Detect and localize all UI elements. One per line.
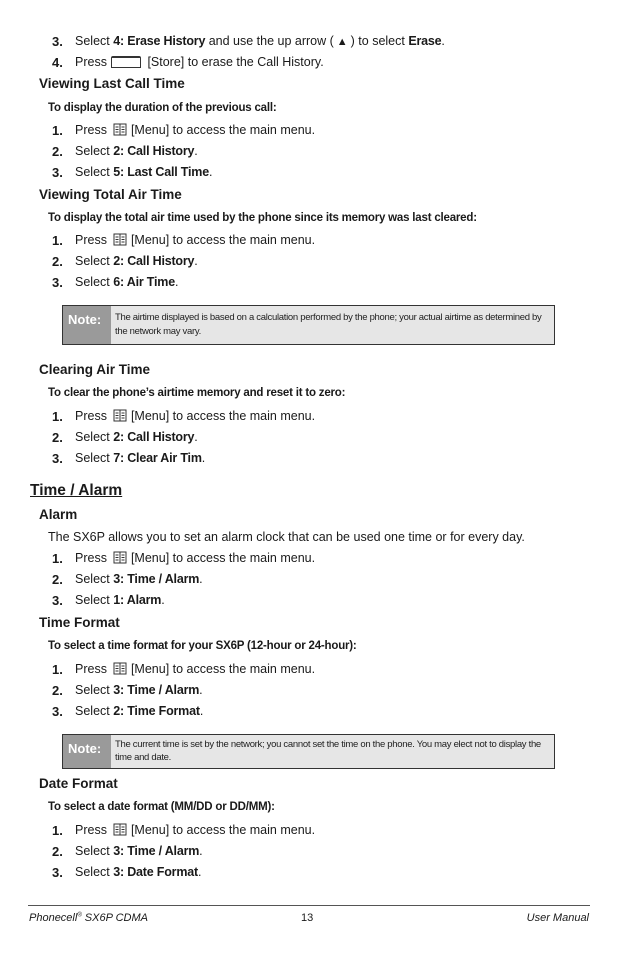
step-select: Select 7: Clear Air Tim. (75, 451, 206, 465)
alarm-description: The SX6P allows you to set an alarm clock that can be used one time or for every day. (48, 530, 525, 544)
step-select: Select 1: Alarm. (75, 593, 165, 607)
section-heading: Clearing Air Time (39, 362, 151, 377)
step-number: 4. (52, 55, 63, 70)
section-intro: To display the duration of the previous call: (48, 102, 277, 114)
step-menu: Press [Menu] to access the main menu. (75, 123, 316, 137)
note-text: The current time is set by the network; you cannot set the time on the phone. You may elect not to display the time and date. (115, 739, 541, 763)
step-number: 1. (52, 409, 63, 424)
step-erase-history: Select 4: Erase History and use the up arrow ( ▲ ) to select Erase. (75, 34, 445, 48)
menu-key-icon (113, 409, 127, 422)
step-menu: Press [Menu] to access the main menu. (75, 823, 316, 837)
section-intro: To select a time format for your SX6P (12-hour or 24-hour): (48, 640, 357, 652)
step-menu: Press [Menu] to access the main menu. (75, 662, 316, 676)
footer-manual: User Manual (526, 912, 589, 924)
section-intro: To select a date format (MM/DD or DD/MM): (48, 801, 275, 813)
step-store: Press [Store] to erase the Call History. (75, 55, 324, 69)
step-number: 3. (52, 704, 63, 719)
section-intro: To display the total air time used by the phone since its memory was last cleared: (48, 212, 477, 224)
page-number: 13 (301, 912, 314, 924)
step-number: 3. (52, 275, 63, 290)
step-number: 2. (52, 683, 63, 698)
store-softkey-icon (111, 56, 141, 68)
section-heading: Date Format (39, 776, 118, 791)
step-select: Select 5: Last Call Time. (75, 165, 213, 179)
step-number: 3. (52, 593, 63, 608)
menu-key-icon (113, 123, 127, 136)
footer-divider (28, 905, 590, 906)
note-label: Note: (63, 735, 111, 768)
step-number: 2. (52, 254, 63, 269)
step-select: Select 2: Time Format. (75, 704, 204, 718)
step-menu: Press [Menu] to access the main menu. (75, 551, 316, 565)
chapter-heading: Time / Alarm (30, 482, 123, 499)
step-select: Select 3: Time / Alarm. (75, 844, 203, 858)
footer-product: Phonecell® SX6P CDMA (29, 912, 148, 924)
step-number: 3. (52, 34, 63, 49)
step-select: Select 3: Time / Alarm. (75, 683, 203, 697)
step-select: Select 2: Call History. (75, 430, 198, 444)
note-text: The airtime displayed is based on a calculation performed by the phone; your actual airtime as determined by the network may vary. (115, 312, 542, 337)
section-heading: Viewing Last Call Time (39, 76, 185, 91)
step-menu: Press [Menu] to access the main menu. (75, 409, 316, 423)
step-select: Select 2: Call History. (75, 254, 198, 268)
step-number: 3. (52, 451, 63, 466)
step-number: 2. (52, 430, 63, 445)
step-number: 2. (52, 144, 63, 159)
step-menu: Press [Menu] to access the main menu. (75, 233, 316, 247)
note-box (62, 305, 555, 345)
menu-key-icon (113, 662, 127, 675)
step-select: Select 2: Call History. (75, 144, 198, 158)
section-heading: Alarm (39, 507, 78, 522)
section-heading: Viewing Total Air Time (39, 187, 182, 202)
step-number: 3. (52, 865, 63, 880)
menu-key-icon (113, 233, 127, 246)
note-box (62, 734, 555, 769)
note-label: Note: (63, 306, 111, 344)
step-select: Select 3: Date Format. (75, 865, 202, 879)
step-number: 1. (52, 123, 63, 138)
section-intro: To clear the phone’s airtime memory and reset it to zero: (48, 387, 346, 399)
step-number: 3. (52, 165, 63, 180)
step-select: Select 6: Air Time. (75, 275, 179, 289)
step-number: 1. (52, 233, 63, 248)
step-number: 1. (52, 551, 63, 566)
menu-key-icon (113, 823, 127, 836)
section-heading: Time Format (39, 615, 120, 630)
step-number: 2. (52, 572, 63, 587)
step-number: 1. (52, 662, 63, 677)
step-select: Select 3: Time / Alarm. (75, 572, 203, 586)
up-arrow-icon: ▲ (336, 36, 348, 48)
step-number: 1. (52, 823, 63, 838)
menu-key-icon (113, 551, 127, 564)
step-number: 2. (52, 844, 63, 859)
